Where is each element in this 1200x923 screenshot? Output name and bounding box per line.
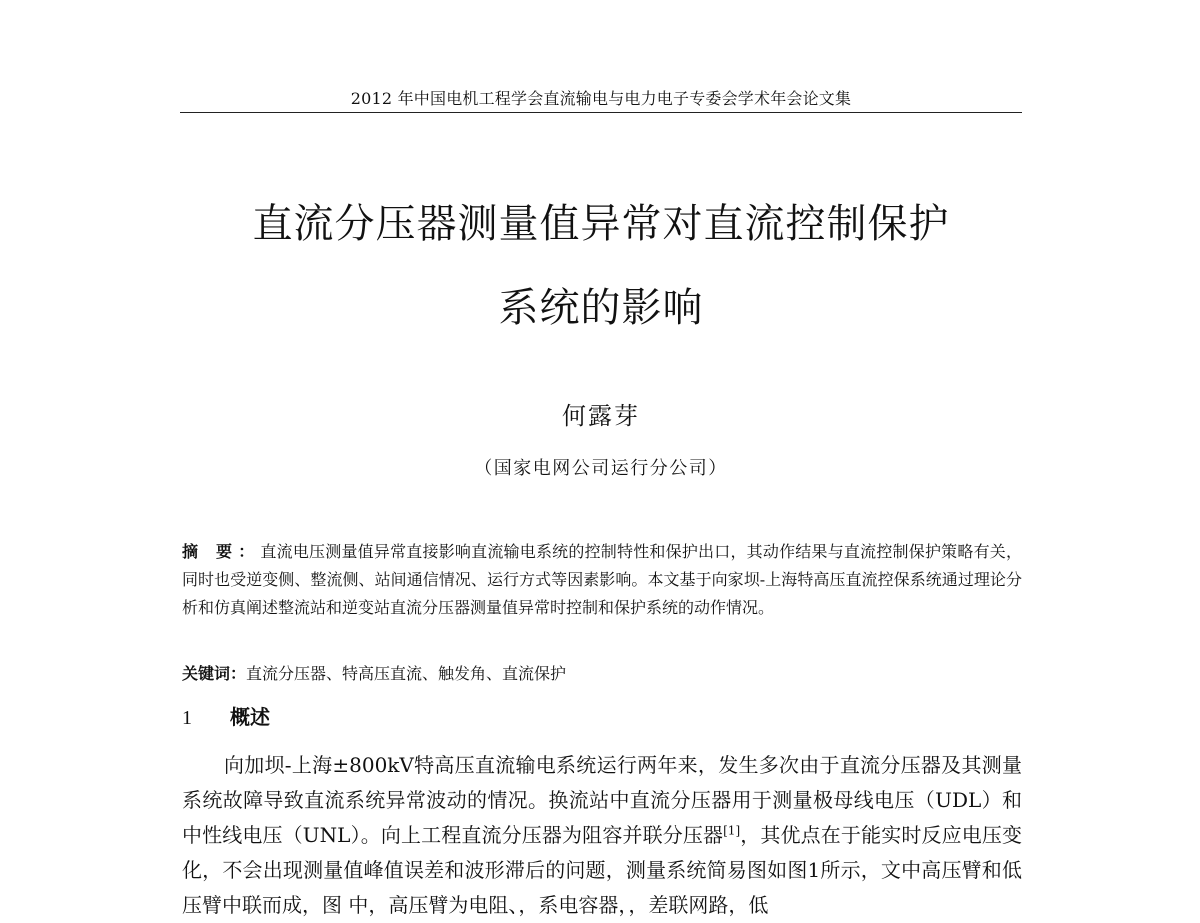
author-name: 何露芽 <box>562 402 640 430</box>
citation-ref[interactable]: [1] <box>723 823 741 838</box>
section-1-paragraph <box>182 748 1022 923</box>
keywords <box>182 660 1022 688</box>
paper-title-line-2: 系统的影响 <box>498 285 704 331</box>
paragraph-text-part-1: 向加坝-上海±800kV特高压直流输电系统运行两年来，发生多次由于直流分压器及其测量系统故障导致直流系统异常波动的情况。换流站中直流分压器用于测量极母线电压（UDL）和中性线电压（UNL）。向上工程直流分压器为阻容并联分压器 <box>182 753 1022 847</box>
running-header: 2012 年中国电机工程学会直流输电与电力电子专委会学术年会论文集 <box>350 89 852 108</box>
keywords-text: 直流分压器、特高压直流、触发角、直流保护 <box>246 664 567 683</box>
section-number: 1 <box>182 707 192 729</box>
header-rule <box>180 112 1022 113</box>
abstract <box>182 538 1022 622</box>
abstract-label: 摘 要： <box>182 542 261 561</box>
author-affiliation: （国家电网公司运行分公司） <box>474 458 728 479</box>
paper-title-line-1: 直流分压器测量值异常对直流控制保护 <box>252 201 950 247</box>
section-title: 概述 <box>230 705 270 729</box>
abstract-text: 直流电压测量值异常直接影响直流输电系统的控制特性和保护出口，其动作结果与直流控制保护策略有关，同时也受逆变侧、整流侧、站间通信情况、运行方式等因素影响。本文基于向家坝-上海特高压直流控保系统通过理论分析和仿真阐述整流站和逆变站直流分压器测量值异常时控制和保护系统的动作情况。 <box>182 542 1022 617</box>
section-heading-1 <box>182 703 1022 732</box>
keywords-label: 关键词： <box>182 664 247 683</box>
paragraph-text-part-2: ，其优点在于能实时反应电压变化，不会出现测量值峰值误差和波形滞后的问题，测量系统简易图如图1所示，文中高压臂和低压臂中联而成，图 中，高压臂为电阻、，系电容器，，差联网路，低 <box>182 823 1023 917</box>
